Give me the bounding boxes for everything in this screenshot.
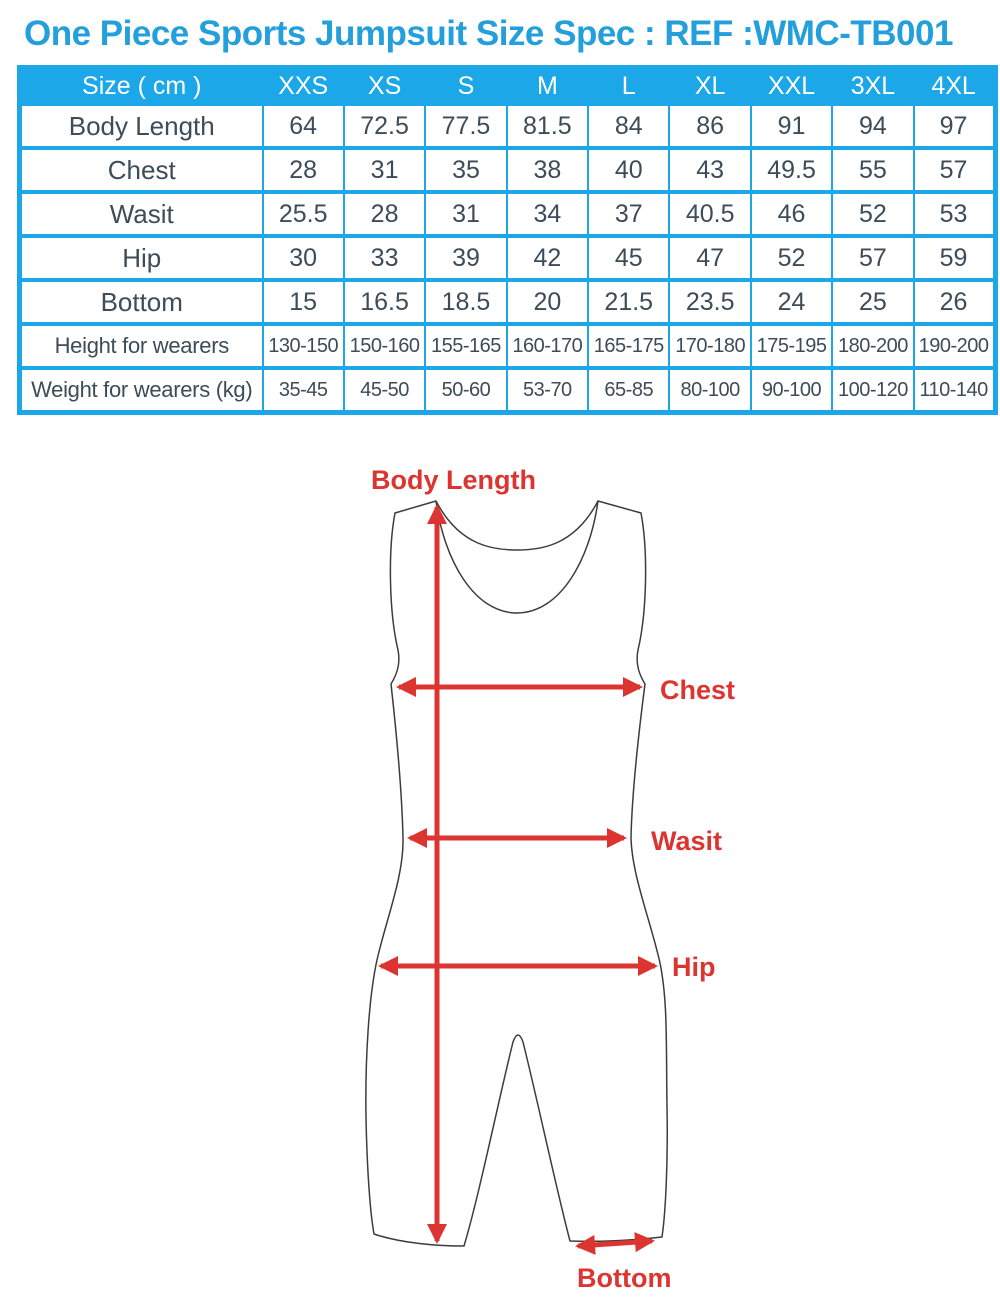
column-header-xxs: XXS (263, 68, 344, 105)
table-cell: 59 (914, 236, 995, 280)
table-cell: 180-200 (832, 324, 913, 368)
body-length-label: Body Length (371, 465, 536, 495)
column-header-xl: XL (669, 68, 750, 105)
table-cell: 165-175 (588, 324, 669, 368)
table-cell: 33 (344, 236, 425, 280)
table-row-chest (20, 148, 996, 192)
table-cell: 37 (588, 192, 669, 236)
row-label: Wasit (20, 192, 263, 236)
row-label: Weight for wearers (kg) (20, 368, 263, 413)
table-cell: 52 (832, 192, 913, 236)
table-cell: 150-160 (344, 324, 425, 368)
table-cell: 30 (263, 236, 344, 280)
table-cell: 57 (914, 148, 995, 192)
row-label: Chest (20, 148, 263, 192)
column-header-s: S (425, 68, 506, 105)
table-row-weight-for-wearers (20, 368, 996, 413)
table-cell: 49.5 (751, 148, 832, 192)
bottom-label: Bottom (577, 1263, 672, 1293)
chest-label: Chest (660, 675, 736, 705)
column-header-m: M (507, 68, 588, 105)
page-title: One Piece Sports Jumpsuit Size Spec : REF :WMC-TB001 (24, 14, 953, 53)
table-cell: 53-70 (507, 368, 588, 413)
table-cell: 39 (425, 236, 506, 280)
table-row-hip (20, 236, 996, 280)
table-cell: 34 (507, 192, 588, 236)
table-cell: 64 (263, 104, 344, 148)
table-cell: 28 (344, 192, 425, 236)
column-header-xs: XS (344, 68, 425, 105)
table-cell: 72.5 (344, 104, 425, 148)
table-cell: 45 (588, 236, 669, 280)
table-cell: 190-200 (914, 324, 995, 368)
table-cell: 26 (914, 280, 995, 324)
table-cell: 90-100 (751, 368, 832, 413)
row-label: Hip (20, 236, 263, 280)
table-cell: 77.5 (425, 104, 506, 148)
table-cell: 20 (507, 280, 588, 324)
table-cell: 40.5 (669, 192, 750, 236)
table-cell: 28 (263, 148, 344, 192)
column-header-4xl: 4XL (914, 68, 995, 105)
column-header-size-cm: Size ( cm ) (20, 68, 263, 105)
table-cell: 18.5 (425, 280, 506, 324)
table-row-waist (20, 192, 996, 236)
hip-label: Hip (672, 952, 716, 982)
table-cell: 50-60 (425, 368, 506, 413)
table-cell: 46 (751, 192, 832, 236)
table-cell: 57 (832, 236, 913, 280)
table-cell: 43 (669, 148, 750, 192)
table-cell: 31 (344, 148, 425, 192)
table-cell: 47 (669, 236, 750, 280)
table-cell: 94 (832, 104, 913, 148)
table-cell: 155-165 (425, 324, 506, 368)
table-cell: 35 (425, 148, 506, 192)
table-header-row (20, 68, 996, 105)
table-cell: 31 (425, 192, 506, 236)
table-cell: 84 (588, 104, 669, 148)
waist-label: Wasit (651, 826, 723, 856)
table-cell: 175-195 (751, 324, 832, 368)
table-cell: 100-120 (832, 368, 913, 413)
table-cell: 16.5 (344, 280, 425, 324)
table-cell: 15 (263, 280, 344, 324)
table-cell: 25.5 (263, 192, 344, 236)
row-label: Bottom (20, 280, 263, 324)
table-cell: 160-170 (507, 324, 588, 368)
row-label: Height for wearers (20, 324, 263, 368)
table-cell: 25 (832, 280, 913, 324)
table-cell: 35-45 (263, 368, 344, 413)
table-cell: 53 (914, 192, 995, 236)
table-cell: 110-140 (914, 368, 995, 413)
table-cell: 55 (832, 148, 913, 192)
table-cell: 86 (669, 104, 750, 148)
table-cell: 23.5 (669, 280, 750, 324)
table-cell: 80-100 (669, 368, 750, 413)
size-spec-table (17, 65, 998, 415)
table-cell: 45-50 (344, 368, 425, 413)
table-cell: 81.5 (507, 104, 588, 148)
table-cell: 21.5 (588, 280, 669, 324)
table-row-body-length (20, 104, 996, 148)
table-cell: 52 (751, 236, 832, 280)
table-cell: 65-85 (588, 368, 669, 413)
table-cell: 97 (914, 104, 995, 148)
table-row-bottom (20, 280, 996, 324)
table-cell: 91 (751, 104, 832, 148)
column-header-l: L (588, 68, 669, 105)
table-cell: 38 (507, 148, 588, 192)
table-cell: 40 (588, 148, 669, 192)
row-label: Body Length (20, 104, 263, 148)
table-cell: 170-180 (669, 324, 750, 368)
table-cell: 42 (507, 236, 588, 280)
measurement-diagram (0, 430, 1000, 1307)
table-row-height-for-wearers (20, 324, 996, 368)
column-header-xxl: XXL (751, 68, 832, 105)
column-header-3xl: 3XL (832, 68, 913, 105)
table-cell: 24 (751, 280, 832, 324)
table-cell: 130-150 (263, 324, 344, 368)
